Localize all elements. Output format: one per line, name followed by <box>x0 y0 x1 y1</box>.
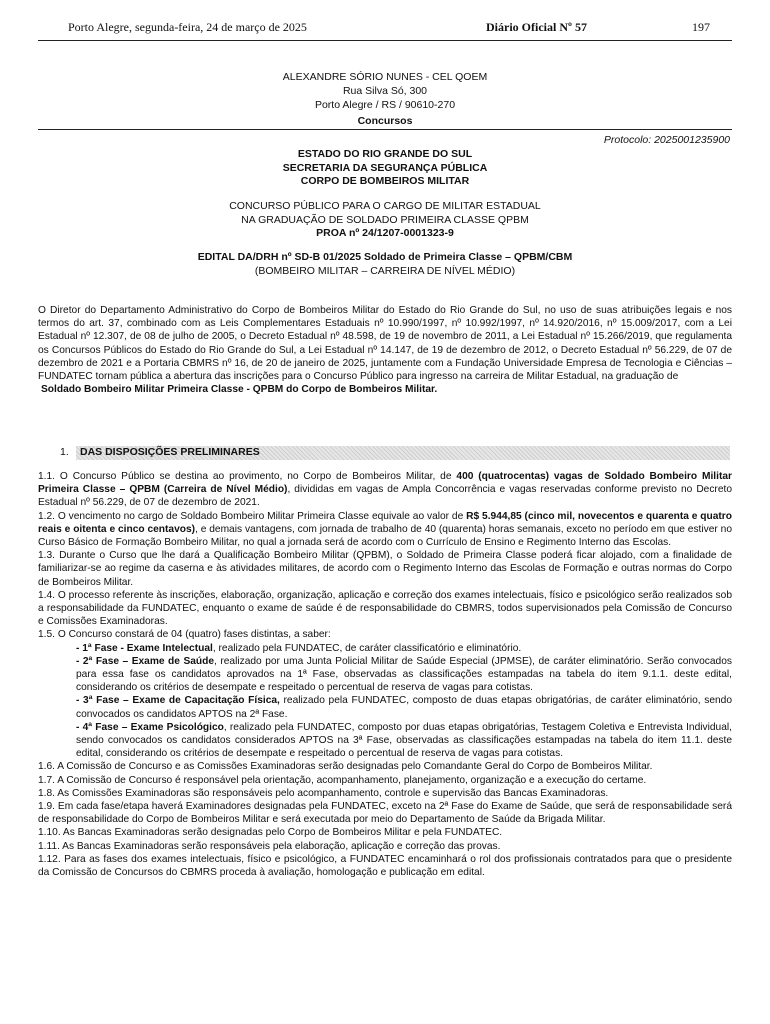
item-1-7: 1.7. A Comissão de Concurso é responsável pela orientação, acompanhamento, planejamento, organização e a execução do certame. <box>38 774 647 786</box>
section-body <box>38 470 732 879</box>
edital-subtitle: (BOMBEIRO MILITAR – CARREIRA DE NÍVEL MÉDIO) <box>254 264 516 277</box>
section-heading <box>60 446 732 460</box>
item-1-8: 1.8. As Comissões Examinadoras são responsáveis pelo acompanhamento, controle e supervisão das Bancas Examinadoras. <box>38 787 609 799</box>
section-title: DAS DISPOSIÇÕES PRELIMINARES <box>80 446 260 458</box>
item-1-10: 1.10. As Bancas Examinadoras serão designadas pelo Corpo de Bombeiros Militar e pela FUNDATEC. <box>38 827 503 839</box>
item-1-11: 1.11. As Bancas Examinadoras serão responsáveis pela elaboração, aplicação e correção das provas. <box>38 840 501 852</box>
section-number: 1. <box>60 446 69 458</box>
page-header <box>38 20 718 38</box>
phase-2: - 2ª Fase – Exame de Saúde, realizado por uma Junta Policial Militar de Saúde Especial (JPMSE), de caráter eliminatório. Serão convocados para essa fase os candidatos aprovados na 1ª Fase, observadas as classificações estampadas na tabela do item 9.1.1. deste edital, considerando os critérios de desempate e respeitado o percentual de reserva de vagas para cotistas. <box>76 655 732 694</box>
section-label: Concursos <box>38 115 732 130</box>
intro-bold: Soldado Bombeiro Militar Primeira Classe - QPBM do Corpo de Bombeiros Militar. <box>41 384 438 396</box>
address-block <box>0 70 770 112</box>
address-city: Porto Alegre / RS / 90610-270 <box>314 99 456 111</box>
item-1-1: 1.1. O Concurso Público se destina ao provimento, no Corpo de Bombeiros Militar, de 400 (quatrocentas) vagas de Soldado Bombeiro Militar Primeira Classe – QPBM (Carreira de Nível Médio), divididas em vagas de Ampla Concorrência e vagas reservadas conforme previsto no Decreto Estadual nº 56.229, de 07 de dezembro de 2021. <box>38 471 732 509</box>
intro-paragraph <box>38 304 732 396</box>
contest-block <box>0 200 770 241</box>
protocol-number: Protocolo: 2025001235900 <box>603 134 730 146</box>
contest-title: CONCURSO PÚBLICO PARA O CARGO DE MILITAR ESTADUAL <box>229 200 541 212</box>
org-state: ESTADO DO RIO GRANDE DO SUL <box>297 148 473 160</box>
address-street: Rua Silva Só, 300 <box>342 85 428 97</box>
header-journal: Diário Oficial Nº 57 <box>486 20 587 34</box>
contest-rank: NA GRADUAÇÃO DE SOLDADO PRIMEIRA CLASSE QPBM <box>241 213 529 226</box>
intro-text: O Diretor do Departamento Administrativo do Corpo de Bombeiros Militar do Estado do Rio Grande do Sul, no uso de suas atribuições legais e nos termos do art. 37, combinado com as Leis Complementares Estaduais nº 10.990/1997, nº 10.992/1997, nº 14.920/2016, nº 15.009/2017, com a Lei Estadual nº 12.307, de 08 de julho de 2005, o Decreto Estadual nº 48.598, de 19 de novembro de 2011, a Lei Estadual nº 15.266/2019, que regulamenta os Concursos Públicos do Estado do Rio Grande do Sul, a Lei Estadual nº 14.147, de 19 de dezembro de 2012, o Decreto Estadual nº 56.229, de 07 de dezembro de 2021 e a Portaria CBMRS nº 16, de 20 de janeiro de 2025, juntamente com a Fundação Universidade Empresa de Tecnologia e Ciências – FUNDATEC tornam pública a abertura das inscrições para o Concurso Público para ingresso na carreira de Militar Estadual, na graduação de <box>38 305 732 383</box>
contest-proa: PROA nº 24/1207-0001323-9 <box>316 227 454 239</box>
item-1-12: 1.12. Para as fases dos exames intelectuais, físico e psicológico, a FUNDATEC encaminhará o rol dos profissionais contratados para que o presidente da Comissão de Concursos do CBMRS proceda à avaliação, homologação e publicação em edital. <box>38 853 732 879</box>
item-1-5: 1.5. O Concurso constará de 04 (quatro) fases distintas, a saber: <box>38 629 331 641</box>
edital-title: EDITAL DA/DRH nº SD-B 01/2025 Soldado de Primeira Classe – QPBM/CBM <box>197 251 573 263</box>
item-1-6: 1.6. A Comissão de Concurso e as Comissões Examinadoras serão designadas pelo Comandante Geral do Corpo de Bombeiros Militar. <box>38 761 653 773</box>
item-1-9: 1.9. Em cada fase/etapa haverá Examinadores designadas pela FUNDATEC, exceto na 2ª Fase do Exame de Saúde, que será de responsabilidade será de responsabilidade do Corpo de Bombeiros Militar e será executada por meio do Departamento de Saúde da Brigada Militar. <box>38 801 732 826</box>
item-1-3: 1.3. Durante o Curso que lhe dará a Qualificação Bombeiro Militar (QPBM), o Soldado de Primeira Classe poderá ficar alojado, com a finalidade de familiarizar-se ao regime da caserna e às atividades militares, de acordo com o Regimento Interno das Escolas de Formação e outras normas do Corpo de Bombeiros Militar. <box>38 550 732 588</box>
phase-1: - 1ª Fase - Exame Intelectual, realizado pela FUNDATEC, de caráter classificatório e eliminatório. <box>76 642 522 654</box>
item-1-4: 1.4. O processo referente às inscrições, elaboração, organização, aplicação e correção dos exames intelectuais, físico e psicológico serão realizados sob a responsabilidade da FUNDATEC, enquanto o exame de saúde é de responsabilidade do CBMRS, todos supervisionados pela Comissão de Concurso e Comissões Examinadoras. <box>38 589 732 628</box>
header-date: Porto Alegre, segunda-feira, 24 de março de 2025 <box>68 20 307 34</box>
org-corps: CORPO DE BOMBEIROS MILITAR <box>300 175 470 187</box>
header-page-number: 197 <box>692 20 710 34</box>
header-divider <box>38 40 732 41</box>
org-secretariat: SECRETARIA DA SEGURANÇA PÚBLICA <box>282 161 488 174</box>
org-block <box>0 148 770 189</box>
edital-block <box>0 251 770 278</box>
phase-4: - 4ª Fase – Exame Psicológico, realizado pela FUNDATEC, composto por duas etapas obrigatórias, Testagem Coletiva e Entrevista Individual, sendo convocados os candidatos considerados APTOS na 3ª Fase, observadas as classificações estampadas na tabela do item 11.1. deste edital, considerando os critérios de desempate e respeitado o percentual de reserva de vagas para cotistas. <box>76 721 732 760</box>
address-name: ALEXANDRE SÓRIO NUNES - CEL QOEM <box>282 71 488 83</box>
item-1-2: 1.2. O vencimento no cargo de Soldado Bombeiro Militar Primeira Classe equivale ao valor de R$ 5.944,85 (cinco mil, novecentos e quarenta e quatro reais e oitenta e cinco centavos), e demais vantagens, com jornada de trabalho de 40 (quarenta) horas semanais, exceto no período em que estiver no Curso Básico de Formação Bombeiro Militar, no qual a jornada será de acordo com o Currículo de Ensino e Regimento Interno das Escolas. <box>38 510 732 549</box>
phase-3: - 3ª Fase – Exame de Capacitação Física, realizado pela FUNDATEC, composto de duas etapas obrigatórias, de caráter eliminatório, sendo convocados os candidatos APTOS na 2ª Fase. <box>76 695 733 720</box>
